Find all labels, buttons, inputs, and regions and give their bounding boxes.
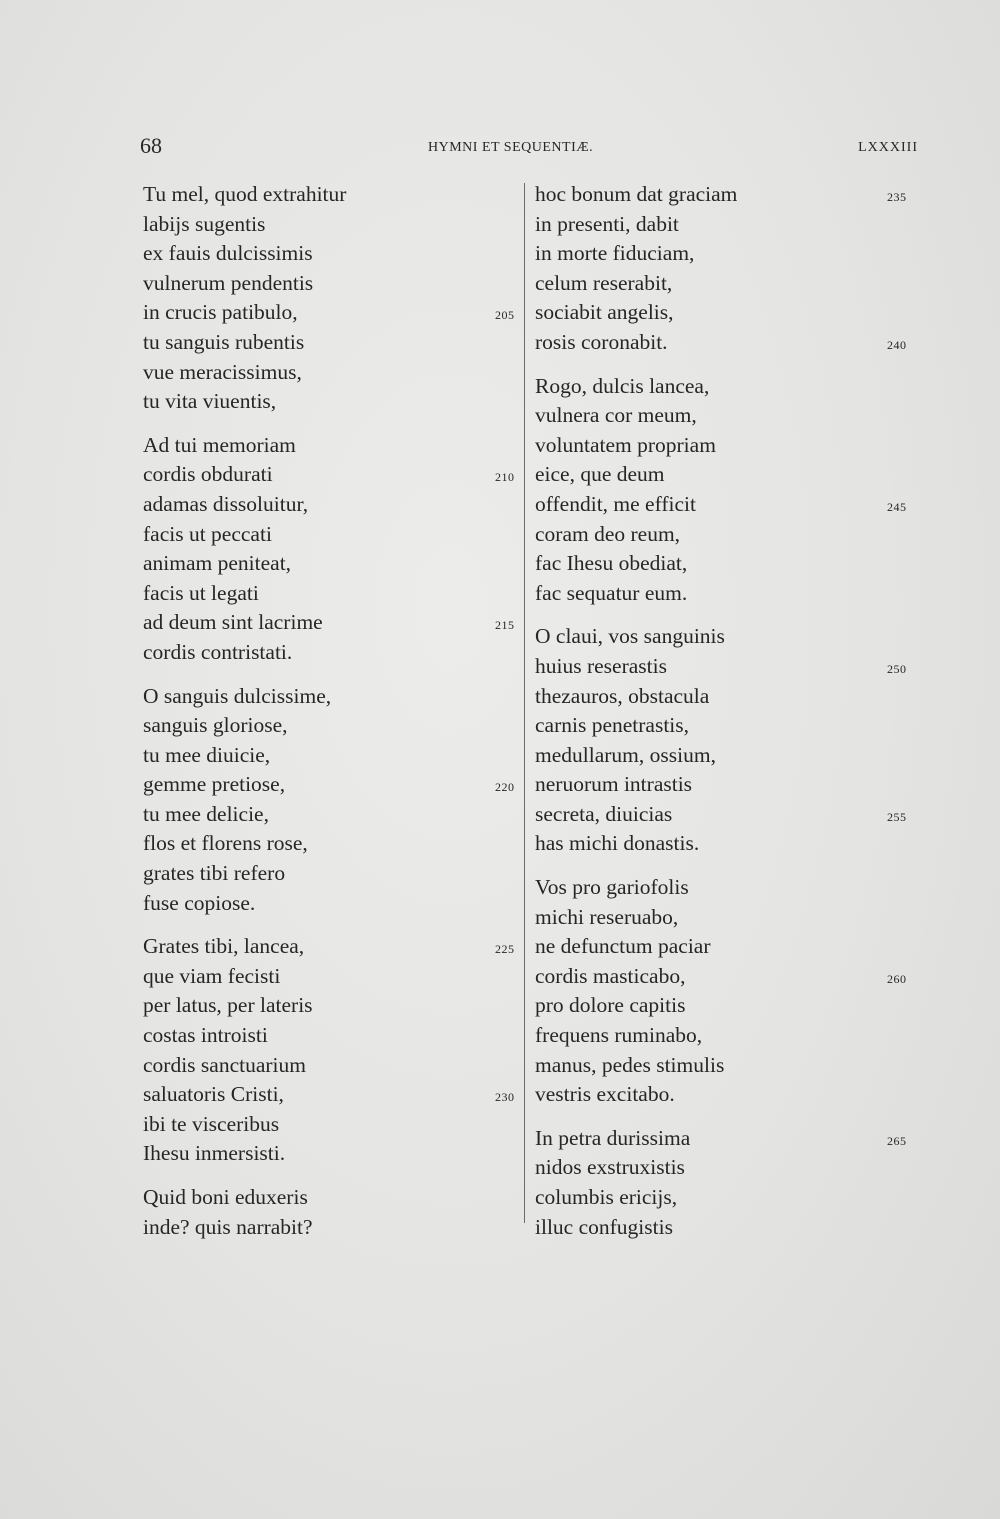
page-header xyxy=(0,133,1000,163)
line-number: 240 xyxy=(887,337,907,352)
running-title: HYMNI ET SEQUENTIÆ. xyxy=(428,140,594,155)
verse-text: costas introisti xyxy=(143,1023,268,1048)
verse-line xyxy=(143,991,523,1021)
verse-text: pro dolore capitis xyxy=(535,993,686,1018)
verse-text: Quid boni eduxeris xyxy=(143,1185,308,1209)
verse-line xyxy=(535,549,930,579)
verse-line xyxy=(143,1080,523,1110)
stanza xyxy=(535,873,930,1110)
verse-line xyxy=(535,180,930,210)
verse-line xyxy=(143,608,523,638)
section-number: LXXXIII xyxy=(858,140,918,155)
verse-text: labijs sugentis xyxy=(143,211,266,236)
verse-text: tu mee diuicie, xyxy=(143,742,271,767)
verse-line xyxy=(535,1213,930,1243)
line-number: 235 xyxy=(887,190,907,204)
stanza xyxy=(143,180,523,417)
verse-line xyxy=(143,682,523,712)
verse-text: ibi te visceribus xyxy=(143,1111,280,1136)
page-number: 68 xyxy=(140,133,162,158)
stanza xyxy=(535,372,930,609)
line-number: 255 xyxy=(887,809,907,824)
verse-line xyxy=(535,682,930,712)
verse-text: thezauros, obstacula xyxy=(535,683,710,708)
verse-line xyxy=(143,520,523,550)
verse-text: facis ut peccati xyxy=(143,521,272,546)
right-column xyxy=(535,180,930,1256)
verse-text: celum reserabit, xyxy=(535,270,673,295)
verse-text: in morte fiduciam, xyxy=(535,241,695,266)
verse-text: saluatoris Cristi, xyxy=(143,1082,284,1107)
verse-text: nidos exstruxistis xyxy=(535,1155,685,1180)
verse-text: sanguis gloriose, xyxy=(143,713,288,738)
verse-text: Grates tibi, lancea, xyxy=(143,934,305,959)
verse-line xyxy=(535,1051,930,1081)
verse-line xyxy=(143,549,523,579)
verse-line xyxy=(143,1110,523,1140)
verse-text: illuc confugistis xyxy=(535,1214,673,1239)
verse-text: cordis sanctuarium xyxy=(143,1052,306,1077)
stanza xyxy=(535,1124,930,1242)
line-number: 245 xyxy=(887,499,907,514)
verse-text: Tu mel, quod extrahitur xyxy=(143,182,347,206)
line-number: 260 xyxy=(887,971,907,986)
verse-line xyxy=(535,829,930,859)
verse-text: flos et florens rose, xyxy=(143,831,308,856)
verse-text: cordis contristati. xyxy=(143,639,293,664)
verse-text: ad deum sint lacrime xyxy=(143,610,323,635)
verse-text: columbis ericijs, xyxy=(535,1185,678,1209)
stanza xyxy=(143,682,523,919)
verse-text: tu vita viuentis, xyxy=(143,389,277,414)
verse-line xyxy=(535,431,930,461)
verse-line xyxy=(535,991,930,1021)
verse-line xyxy=(535,800,930,830)
verse-text: ex fauis dulcissimis xyxy=(143,241,313,266)
verse-text: vestris excitabo. xyxy=(535,1082,675,1107)
line-number: 250 xyxy=(887,661,907,676)
verse-line xyxy=(143,1051,523,1081)
line-number: 220 xyxy=(495,780,515,795)
verse-line xyxy=(535,741,930,771)
verse-line xyxy=(535,401,930,431)
verse-line xyxy=(143,298,523,328)
verse-line xyxy=(143,1183,523,1213)
verse-text: eice, que deum xyxy=(535,462,665,487)
verse-line xyxy=(143,1139,523,1169)
verse-text: cordis obdurati xyxy=(143,462,273,487)
line-number: 230 xyxy=(495,1090,515,1105)
verse-line xyxy=(143,460,523,490)
verse-text: neruorum intrastis xyxy=(535,772,693,797)
verse-text: voluntatem propriam xyxy=(535,432,716,457)
verse-text: cordis masticabo, xyxy=(535,963,686,988)
verse-line xyxy=(143,328,523,358)
verse-line xyxy=(535,1080,930,1110)
verse-line xyxy=(143,800,523,830)
verse-text: in presenti, dabit xyxy=(535,211,679,236)
verse-line xyxy=(535,490,930,520)
line-number: 205 xyxy=(495,308,515,323)
verse-line xyxy=(535,372,930,402)
verse-line xyxy=(535,652,930,682)
verse-text: vulnera cor meum, xyxy=(535,403,697,428)
verse-text: facis ut legati xyxy=(143,580,259,605)
verse-text: frequens ruminabo, xyxy=(535,1023,703,1048)
verse-text: fac Ihesu obediat, xyxy=(535,551,688,576)
verse-line xyxy=(143,741,523,771)
verse-line xyxy=(143,889,523,919)
verse-line xyxy=(143,490,523,520)
verse-line xyxy=(535,298,930,328)
verse-line xyxy=(143,932,523,962)
verse-text: medullarum, ossium, xyxy=(535,742,716,767)
verse-line xyxy=(535,770,930,800)
verse-text: tu mee delicie, xyxy=(143,801,269,826)
verse-text: O claui, vos sanguinis xyxy=(535,624,725,649)
verse-text: michi reseruabo, xyxy=(535,904,679,929)
stanza xyxy=(143,932,523,1169)
verse-text: fuse copiose. xyxy=(143,890,256,915)
verse-text: In petra durissima xyxy=(535,1125,691,1150)
verse-text: O sanguis dulcissime, xyxy=(143,683,332,708)
verse-text: vue meracissimus, xyxy=(143,359,302,384)
verse-line xyxy=(535,460,930,490)
verse-line xyxy=(535,711,930,741)
verse-line xyxy=(143,431,523,461)
verse-text: carnis penetrastis, xyxy=(535,713,690,738)
verse-text: adamas dissoluitur, xyxy=(143,491,309,516)
verse-line xyxy=(535,520,930,550)
verse-line xyxy=(535,1183,930,1213)
verse-text: in crucis patibulo, xyxy=(143,300,298,325)
verse-line xyxy=(143,1213,523,1243)
verse-text: offendit, me efficit xyxy=(535,491,696,516)
verse-text: ne defunctum paciar xyxy=(535,934,711,959)
verse-line xyxy=(143,962,523,992)
verse-text: manus, pedes stimulis xyxy=(535,1052,725,1077)
verse-line xyxy=(143,180,523,210)
verse-line xyxy=(143,859,523,889)
verse-line xyxy=(535,932,930,962)
verse-line xyxy=(535,579,930,609)
verse-text: vulnerum pendentis xyxy=(143,270,314,295)
verse-line xyxy=(535,210,930,240)
stanza xyxy=(535,180,930,358)
verse-text: animam peniteat, xyxy=(143,551,292,576)
verse-line xyxy=(143,770,523,800)
verse-line xyxy=(143,358,523,388)
verse-text: grates tibi refero xyxy=(143,861,286,886)
verse-text: Ad tui memoriam xyxy=(143,432,296,457)
verse-line xyxy=(535,873,930,903)
line-number: 265 xyxy=(887,1133,907,1148)
verse-line xyxy=(535,1124,930,1154)
verse-text: Ihesu inmersisti. xyxy=(143,1141,286,1166)
verse-text: secreta, diuicias xyxy=(535,801,673,826)
verse-line xyxy=(143,829,523,859)
verse-text: gemme pretiose, xyxy=(143,772,286,797)
verse-text: Vos pro gariofolis xyxy=(535,875,689,900)
verse-line xyxy=(143,1021,523,1051)
verse-line xyxy=(535,269,930,299)
verse-text: huius reserastis xyxy=(535,653,667,678)
verse-line xyxy=(143,269,523,299)
verse-line xyxy=(143,579,523,609)
verse-text: tu sanguis rubentis xyxy=(143,329,305,354)
verse-line xyxy=(535,962,930,992)
verse-text: coram deo reum, xyxy=(535,521,681,546)
line-number: 225 xyxy=(495,942,515,957)
verse-text: sociabit angelis, xyxy=(535,300,674,325)
verse-line xyxy=(535,239,930,269)
stanza xyxy=(143,1183,523,1242)
verse-text: que viam fecisti xyxy=(143,963,281,988)
verse-line xyxy=(535,1153,930,1183)
verse-line xyxy=(535,903,930,933)
column-divider xyxy=(524,183,525,1223)
verse-line xyxy=(143,711,523,741)
verse-text: has michi donastis. xyxy=(535,831,700,856)
verse-line xyxy=(143,638,523,668)
stanza xyxy=(535,622,930,859)
verse-line xyxy=(535,622,930,652)
verse-line xyxy=(535,1021,930,1051)
verse-text: per latus, per lateris xyxy=(143,993,313,1018)
verse-line xyxy=(535,328,930,358)
verse-line xyxy=(143,239,523,269)
verse-text: hoc bonum dat graciam xyxy=(535,182,738,206)
stanza xyxy=(143,431,523,668)
verse-text: rosis coronabit. xyxy=(535,329,668,354)
verse-line xyxy=(143,387,523,417)
verse-line xyxy=(143,210,523,240)
verse-text: fac sequatur eum. xyxy=(535,580,688,605)
left-column xyxy=(143,180,523,1256)
verse-text: Rogo, dulcis lancea, xyxy=(535,373,710,398)
line-number: 210 xyxy=(495,470,515,485)
line-number: 215 xyxy=(495,618,515,633)
verse-text: inde? quis narrabit? xyxy=(143,1214,313,1239)
